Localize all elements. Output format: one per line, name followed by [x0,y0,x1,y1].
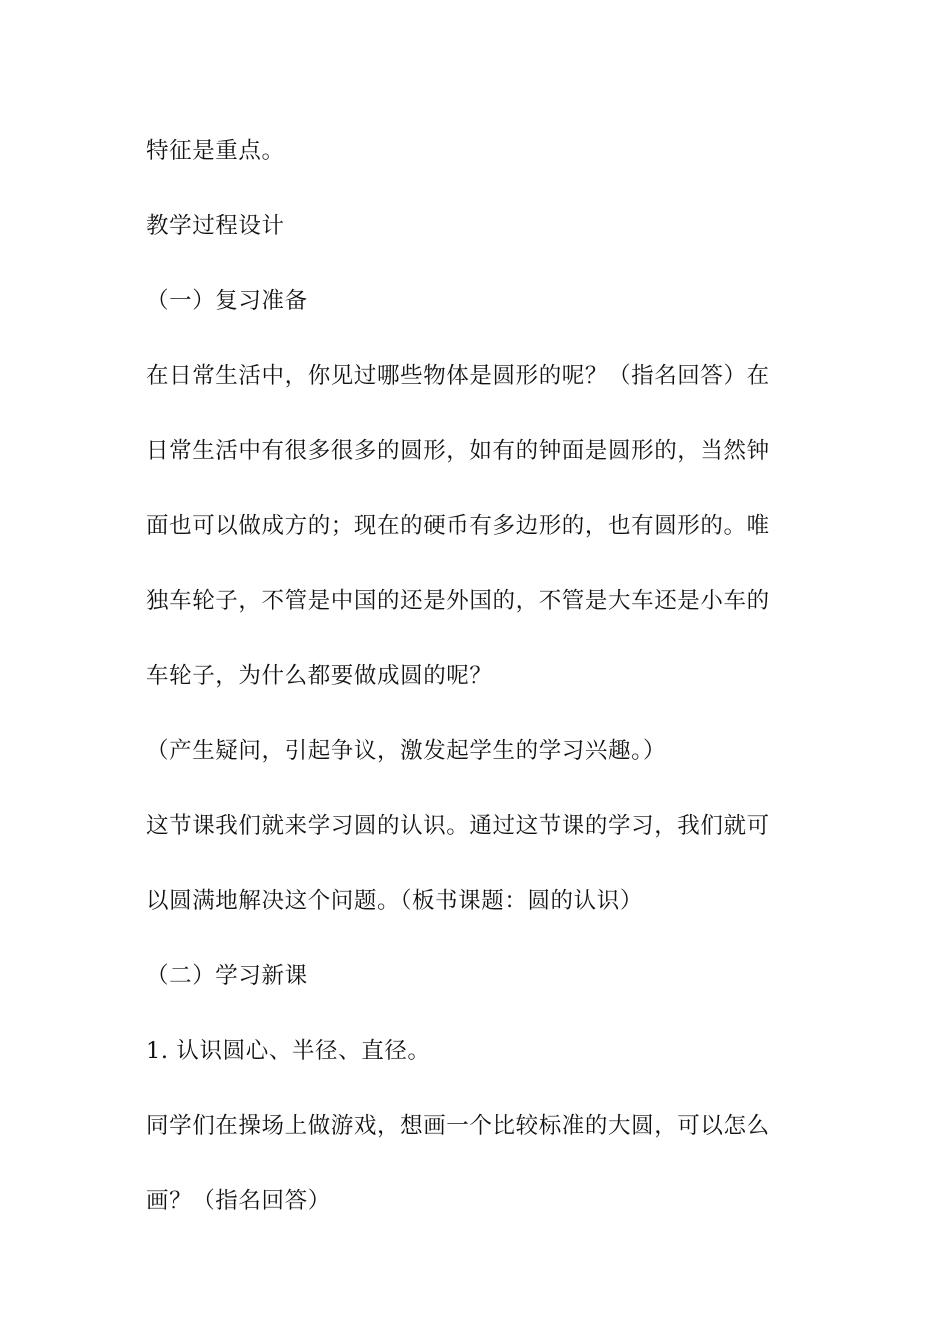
paragraph-line: 以圆满地解决这个问题。（板书课题：圆的认识） [146,888,643,914]
paragraph-line: （产生疑问，引起争议，激发起学生的学习兴趣。） [146,738,667,764]
paragraph-line: 独车轮子，不管是中国的还是外国的，不管是大车还是小车的 [146,588,770,614]
paragraph-line: 日常生活中有很多很多的圆形，如有的钟面是圆形的，当然钟 [146,438,770,464]
subsection-heading: （一）复习准备 [146,288,308,314]
paragraph-line: 在日常生活中，你见过哪些物体是圆形的呢？（指名回答）在 [146,363,770,389]
numbered-item: 1. 认识圆心、半径、直径。 [146,1038,431,1064]
paragraph-line: 这节课我们就来学习圆的认识。通过这节课的学习，我们就可 [146,813,770,839]
subsection-heading: （二）学习新课 [146,963,308,989]
section-heading: 教学过程设计 [146,213,285,239]
paragraph-line: 同学们在操场上做游戏，想画一个比较标准的大圆，可以怎么 [146,1113,770,1139]
paragraph-line: 面也可以做成方的；现在的硬币有多边形的，也有圆形的。唯 [146,513,770,539]
paragraph-line: 车轮子，为什么都要做成圆的呢？ [146,663,493,689]
paragraph-line: 画？（指名回答） [146,1188,331,1214]
paragraph-line: 特征是重点。 [146,138,285,164]
